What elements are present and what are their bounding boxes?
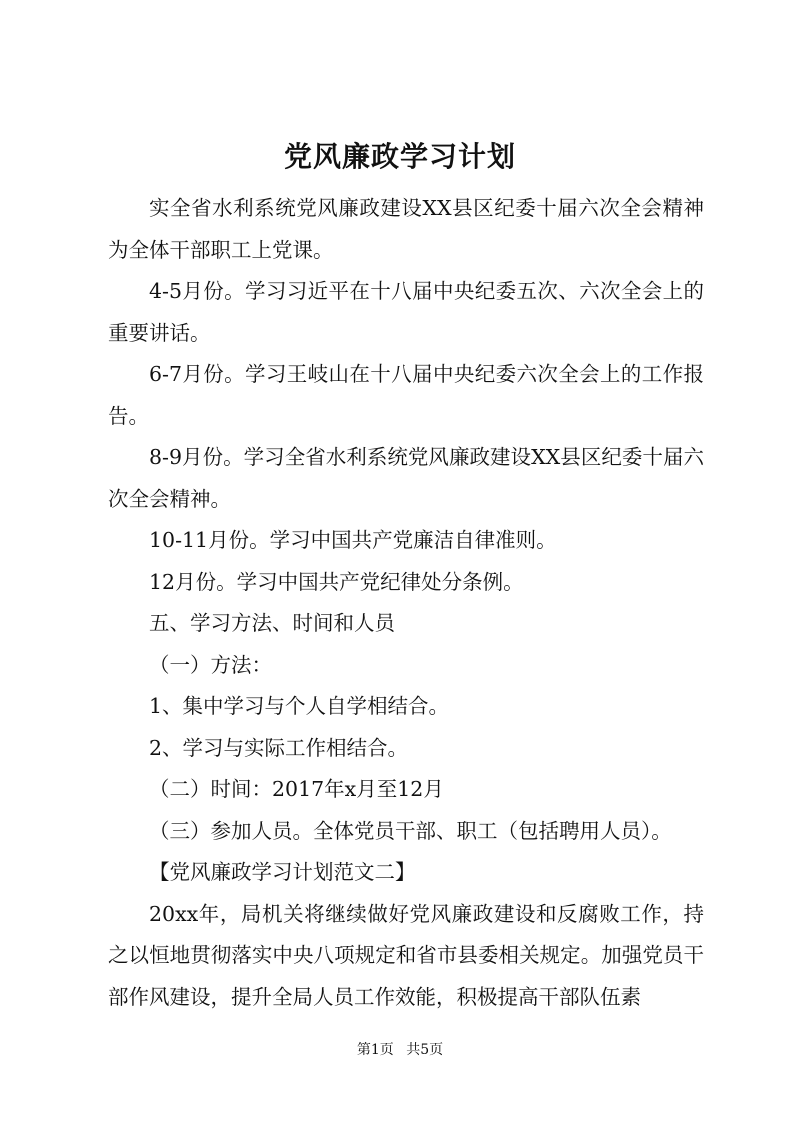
page-footer — [0, 1040, 800, 1060]
document-title: 党风廉政学习计划 — [283, 140, 516, 173]
paragraph: 4-5月份。学习习近平在十八届中央纪委五次、六次全会上的重要讲话。 — [108, 279, 704, 345]
paragraph: 20xx年，局机关将继续做好党风廉政建设和反腐败工作，持之以恒地贯彻落实中央八项规定和省市县委相关规定。加强党员干部作风建设，提升全局人员工作效能，积极提高干部队伍素 — [108, 901, 704, 1009]
document-body — [108, 188, 704, 1018]
paragraph: 1、集中学习与个人自学相结合。 — [149, 694, 450, 718]
paragraph: 6-7月份。学习王岐山在十八届中央纪委六次全会上的工作报告。 — [108, 362, 704, 428]
section-heading: 【党风廉政学习计划范文二】 — [149, 860, 416, 884]
page-total: 共5页 — [406, 1042, 444, 1058]
page-number: 第1页 — [356, 1042, 394, 1058]
subsection-heading: （一）方法： — [149, 652, 272, 677]
paragraph: 8-9月份。学习全省水利系统党风廉政建设XX县区纪委十届六次全会精神。 — [108, 445, 704, 511]
paragraph: 实全省水利系统党风廉政建设XX县区纪委十届六次全会精神为全体干部职工上党课。 — [108, 196, 704, 262]
paragraph: 2、学习与实际工作相结合。 — [149, 735, 409, 760]
paragraph: 12月份。学习中国共产党纪律处分条例。 — [149, 569, 524, 594]
paragraph: （二）时间：2017年x月至12月 — [149, 777, 444, 801]
section-heading: 五、学习方法、时间和人员 — [149, 611, 395, 635]
paragraph: （三）参加人员。全体党员干部、职工（包括聘用人员）。 — [149, 818, 672, 843]
paragraph: 10-11月份。学习中国共产党廉洁自律准则。 — [149, 528, 557, 552]
